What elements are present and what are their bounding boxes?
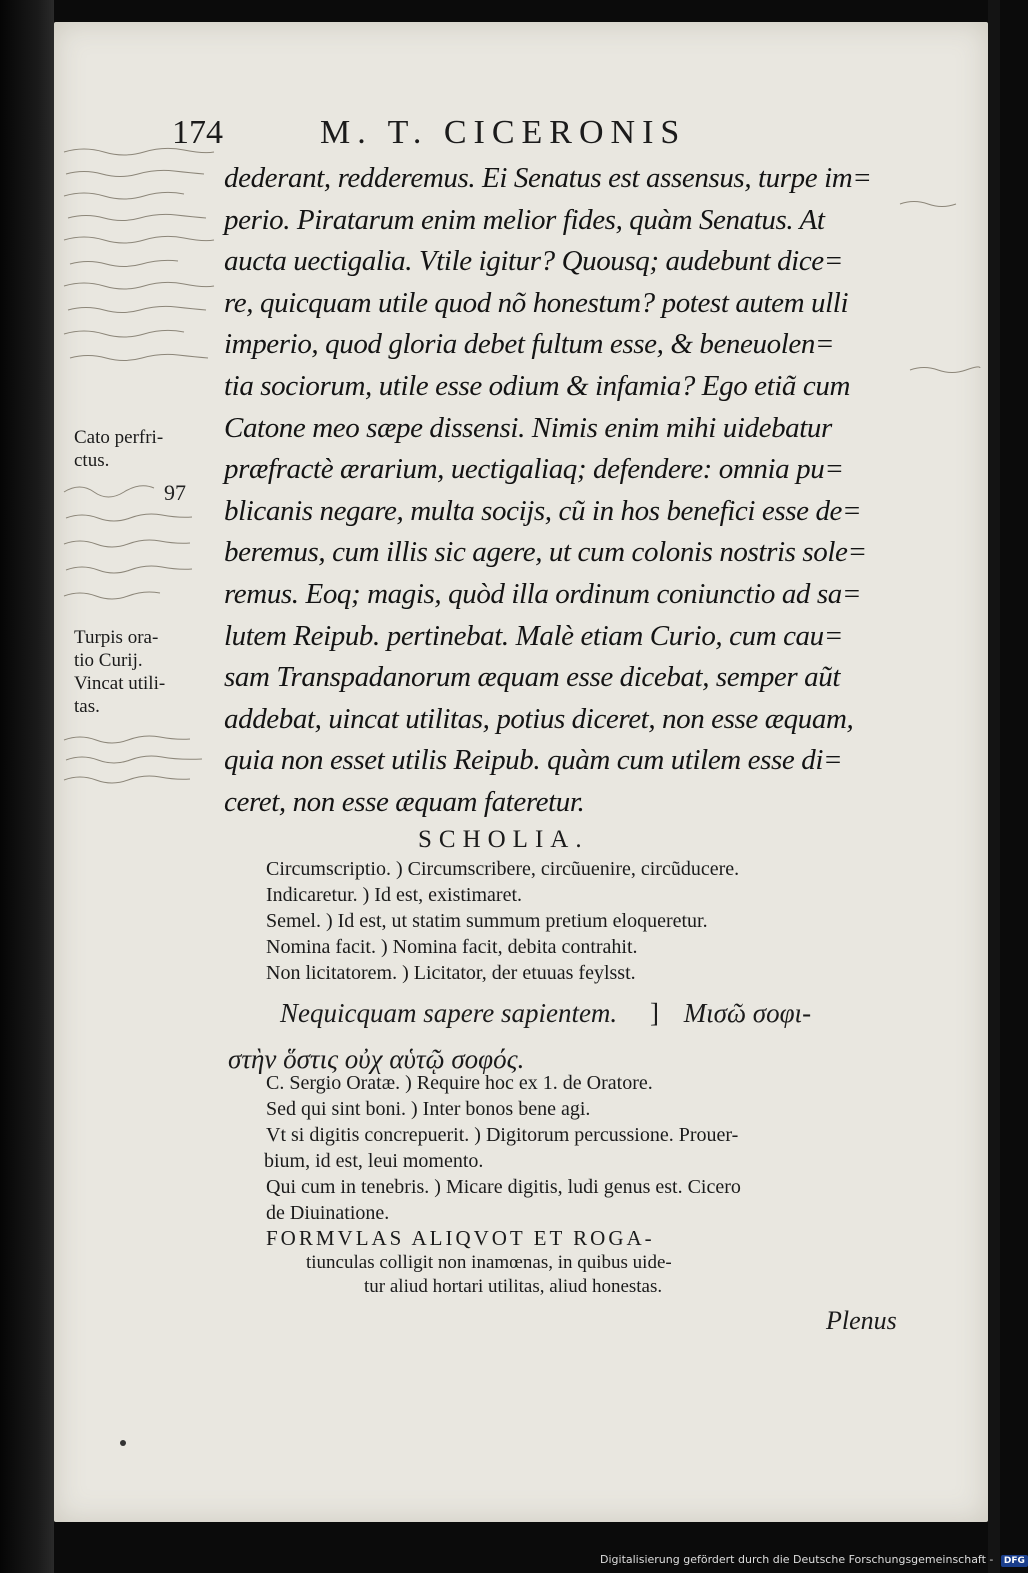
text-line: lutem Reipub. pertinebat. Malè etiam Curio, cum cau= (224, 619, 843, 652)
handwritten-marginalia-bottom (62, 728, 222, 798)
paper-speck (120, 1440, 126, 1446)
text-line: quia non esset utilis Reipub. quàm cum utilem esse di= (224, 744, 843, 777)
text-line: præfractè ærarium, uectigaliaq; defendere: omnia pu= (224, 453, 844, 486)
scholia-entries (266, 856, 916, 986)
summary-caps: FORMVLAS ALIQVOT ET ROGA- (266, 1226, 655, 1250)
digitization-footer (600, 1553, 1025, 1573)
text-line: dederant, redderemus. Ei Senatus est assensus, turpe im= (224, 162, 872, 194)
greek-quotation (228, 990, 918, 1082)
handwritten-page-marker: 97 (164, 480, 186, 505)
text-line: re, quicquam utile quod nõ honestum? potest autem ulli (224, 286, 849, 319)
text-line: imperio, quod gloria debet fultum esse, & beneuolen= (224, 328, 835, 361)
scholia-entry: Non licitatorem. ) Licitator, der etuuas feylsst. (266, 962, 636, 984)
scholia-entry: C. Sergio Oratæ. ) Require hoc ex 1. de Oratore. (266, 1072, 653, 1094)
scholia-entry: bium, id est, leui momento. (264, 1150, 484, 1172)
scholia-entries-continued (266, 1070, 916, 1226)
margin-note-turpis: Turpis ora- tio Curij. Vincat utili- tas. (74, 627, 166, 717)
summary-line: tiunculas colligit non inamœnas, in quibus uide- (306, 1252, 672, 1273)
dfg-logo: DFG (1001, 1555, 1028, 1567)
book-right-edge (988, 0, 1000, 1573)
section-summary (266, 1226, 916, 1299)
page-number: 174 (172, 114, 223, 151)
scholia-entry: de Diuinatione. (266, 1202, 390, 1224)
bracket: ] (649, 998, 659, 1028)
text-line: beremus, cum illis sic agere, ut cum colonis nostris sole= (224, 536, 867, 569)
scholia-entry: Nomina facit. ) Nomina facit, debita contrahit. (266, 936, 638, 958)
scholia-entry: Indicaretur. ) Id est, existimaret. (266, 884, 523, 906)
scholia-heading: SCHOLIA. (418, 826, 589, 853)
text-line: sam Transpadanorum æquam esse dicebat, semper aũt (224, 661, 840, 694)
margin-note-cato: Cato perfri- ctus. (74, 427, 164, 471)
scholia-entry: Vt si digitis concrepuerit. ) Digitorum percussione. Prouer- (266, 1124, 739, 1146)
text-line: aucta uectigalia. Vtile igitur? Quousq; audebunt dice= (224, 245, 843, 278)
greek-text: Μισῶ σοφι- (683, 998, 812, 1028)
book-gutter (0, 0, 54, 1573)
text-line: perio. Piratarum enim melior fides, quàm Senatus. At (224, 203, 825, 236)
running-head: M. T. CICERONIS (320, 114, 687, 151)
catchword: Plenus (826, 1306, 897, 1335)
footer-text: Digitalisierung gefördert durch die Deutsche Forschungsgemeinschaft - (600, 1553, 994, 1566)
scholia-entry: Qui cum in tenebris. ) Micare digitis, ludi genus est. Cicero (266, 1176, 741, 1198)
scholia-entry: Sed qui sint boni. ) Inter bonos bene agi. (266, 1098, 591, 1120)
running-header (172, 114, 892, 154)
text-line: remus. Eoq; magis, quòd illa ordinum coniunctio ad sa= (224, 577, 862, 610)
latin-proverb: Nequicquam sapere sapientem. (280, 998, 618, 1028)
summary-line: tur aliud hortari utilitas, aliud honestas. (364, 1276, 663, 1297)
scholia-entry: Circumscriptio. ) Circumscribere, circũuenire, circũducere. (266, 858, 740, 880)
greek-text-continued: στὴν ὅστις οὐχ αὑτῷ σοφός. (228, 1044, 525, 1074)
text-line: ceret, non esse æquam fateretur. (224, 785, 585, 818)
text-line: blicanis negare, multa socijs, cũ in hos benefici esse de= (224, 494, 862, 527)
handwritten-marginalia-top (60, 140, 220, 390)
handwritten-marginalia-middle (62, 478, 212, 618)
text-line: addebat, uincat utilitas, potius diceret, non esse æquam, (224, 702, 854, 735)
text-line: Catone meo sæpe dissensi. Nimis enim mihi uidebatur (224, 411, 832, 444)
main-body-text (224, 158, 914, 824)
text-line: tia sociorum, utile esse odium & infamia? Ego etiã cum (224, 369, 851, 402)
scholia-entry: Semel. ) Id est, ut statim summum pretium eloqueretur. (266, 910, 708, 932)
